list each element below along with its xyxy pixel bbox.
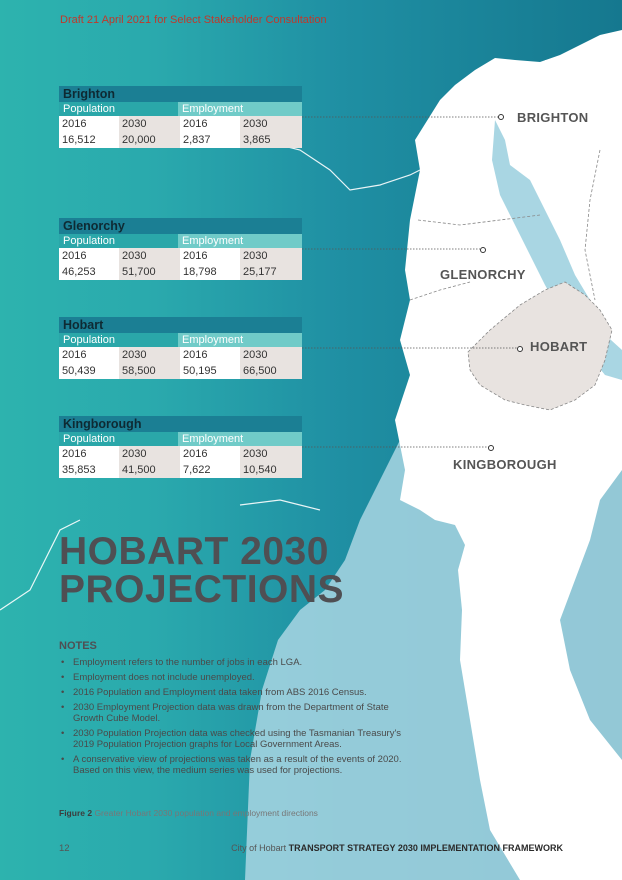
population-label: Population bbox=[59, 102, 178, 116]
year-cell: 2016 bbox=[180, 248, 240, 264]
caption-label: Figure 2 bbox=[59, 808, 93, 818]
value-cell: 18,798 bbox=[180, 264, 240, 280]
employment-label: Employment bbox=[178, 234, 302, 248]
employment-label: Employment bbox=[178, 102, 302, 116]
value-cell: 25,177 bbox=[240, 264, 302, 280]
year-cell: 2016 bbox=[59, 248, 119, 264]
note-item: • 2016 Population and Employment data taken from ABS 2016 Census. bbox=[59, 687, 404, 698]
population-label: Population bbox=[59, 234, 178, 248]
note-item: • A conservative view of projections was taken as a result of the events of 2020. Based on this view, the medium series was used for projections. bbox=[59, 754, 404, 776]
note-item: • Employment refers to the number of jobs in each LGA. bbox=[59, 657, 404, 668]
value-cell: 35,853 bbox=[59, 462, 119, 478]
value-cell: 16,512 bbox=[59, 132, 119, 148]
lga-name: Brighton bbox=[59, 86, 302, 102]
year-cell: 2030 bbox=[240, 248, 302, 264]
year-cell: 2030 bbox=[119, 347, 180, 363]
draft-notice: Draft 21 April 2021 for Select Stakeholder Consultation bbox=[60, 14, 327, 26]
year-cell: 2030 bbox=[119, 248, 180, 264]
year-cell: 2016 bbox=[59, 116, 119, 132]
lga-table-brighton bbox=[59, 86, 302, 148]
employment-label: Employment bbox=[178, 333, 302, 347]
map-label-kingborough: KINGBOROUGH bbox=[453, 457, 557, 472]
value-row bbox=[59, 264, 302, 280]
page-number: 12 bbox=[59, 843, 70, 854]
value-cell: 3,865 bbox=[240, 132, 302, 148]
notes-list bbox=[59, 657, 404, 780]
value-row bbox=[59, 132, 302, 148]
year-cell: 2016 bbox=[180, 446, 240, 462]
footer-title bbox=[231, 843, 563, 853]
value-cell: 46,253 bbox=[59, 264, 119, 280]
year-row bbox=[59, 116, 302, 132]
population-label: Population bbox=[59, 432, 178, 446]
value-cell: 7,622 bbox=[180, 462, 240, 478]
lga-table-glenorchy bbox=[59, 218, 302, 280]
lga-name: Hobart bbox=[59, 317, 302, 333]
lga-name: Glenorchy bbox=[59, 218, 302, 234]
year-cell: 2030 bbox=[240, 446, 302, 462]
map-label-brighton: BRIGHTON bbox=[517, 110, 589, 125]
value-row bbox=[59, 462, 302, 478]
value-cell: 2,837 bbox=[180, 132, 240, 148]
employment-label: Employment bbox=[178, 432, 302, 446]
value-cell: 50,195 bbox=[180, 363, 240, 379]
year-row bbox=[59, 347, 302, 363]
year-row bbox=[59, 446, 302, 462]
value-cell: 41,500 bbox=[119, 462, 180, 478]
footer-prefix: City of Hobart bbox=[231, 843, 287, 853]
lga-header bbox=[59, 234, 302, 248]
value-cell: 66,500 bbox=[240, 363, 302, 379]
year-cell: 2016 bbox=[180, 116, 240, 132]
figure-caption bbox=[59, 808, 318, 818]
value-cell: 50,439 bbox=[59, 363, 119, 379]
footer-document-title: TRANSPORT STRATEGY 2030 IMPLEMENTATION FRAMEWORK bbox=[288, 843, 563, 853]
lga-name: Kingborough bbox=[59, 416, 302, 432]
page-title bbox=[59, 530, 345, 611]
value-cell: 10,540 bbox=[240, 462, 302, 478]
year-cell: 2030 bbox=[240, 347, 302, 363]
value-row bbox=[59, 363, 302, 379]
year-row bbox=[59, 248, 302, 264]
title-line-1: HOBART 2030 bbox=[59, 530, 329, 573]
note-item: • 2030 Population Projection data was checked using the Tasmanian Treasury's 2019 Population Projection graphs for Local Government Areas. bbox=[59, 728, 404, 750]
year-cell: 2016 bbox=[59, 347, 119, 363]
note-item: • Employment does not include unemployed. bbox=[59, 672, 404, 683]
lga-header bbox=[59, 432, 302, 446]
year-cell: 2030 bbox=[119, 116, 180, 132]
population-label: Population bbox=[59, 333, 178, 347]
value-cell: 58,500 bbox=[119, 363, 180, 379]
map-label-hobart: HOBART bbox=[530, 339, 588, 354]
note-item: • 2030 Employment Projection data was drawn from the Department of State Growth Cube Model. bbox=[59, 702, 404, 724]
caption-text: Greater Hobart 2030 population and employment directions bbox=[94, 808, 318, 818]
lga-table-hobart bbox=[59, 317, 302, 379]
value-cell: 51,700 bbox=[119, 264, 180, 280]
lga-table-kingborough bbox=[59, 416, 302, 478]
year-cell: 2030 bbox=[240, 116, 302, 132]
year-cell: 2030 bbox=[119, 446, 180, 462]
lga-header bbox=[59, 102, 302, 116]
year-cell: 2016 bbox=[180, 347, 240, 363]
notes-title: NOTES bbox=[59, 640, 97, 652]
map-label-glenorchy: GLENORCHY bbox=[440, 267, 526, 282]
title-line-2: PROJECTIONS bbox=[59, 568, 345, 611]
value-cell: 20,000 bbox=[119, 132, 180, 148]
year-cell: 2016 bbox=[59, 446, 119, 462]
lga-header bbox=[59, 333, 302, 347]
